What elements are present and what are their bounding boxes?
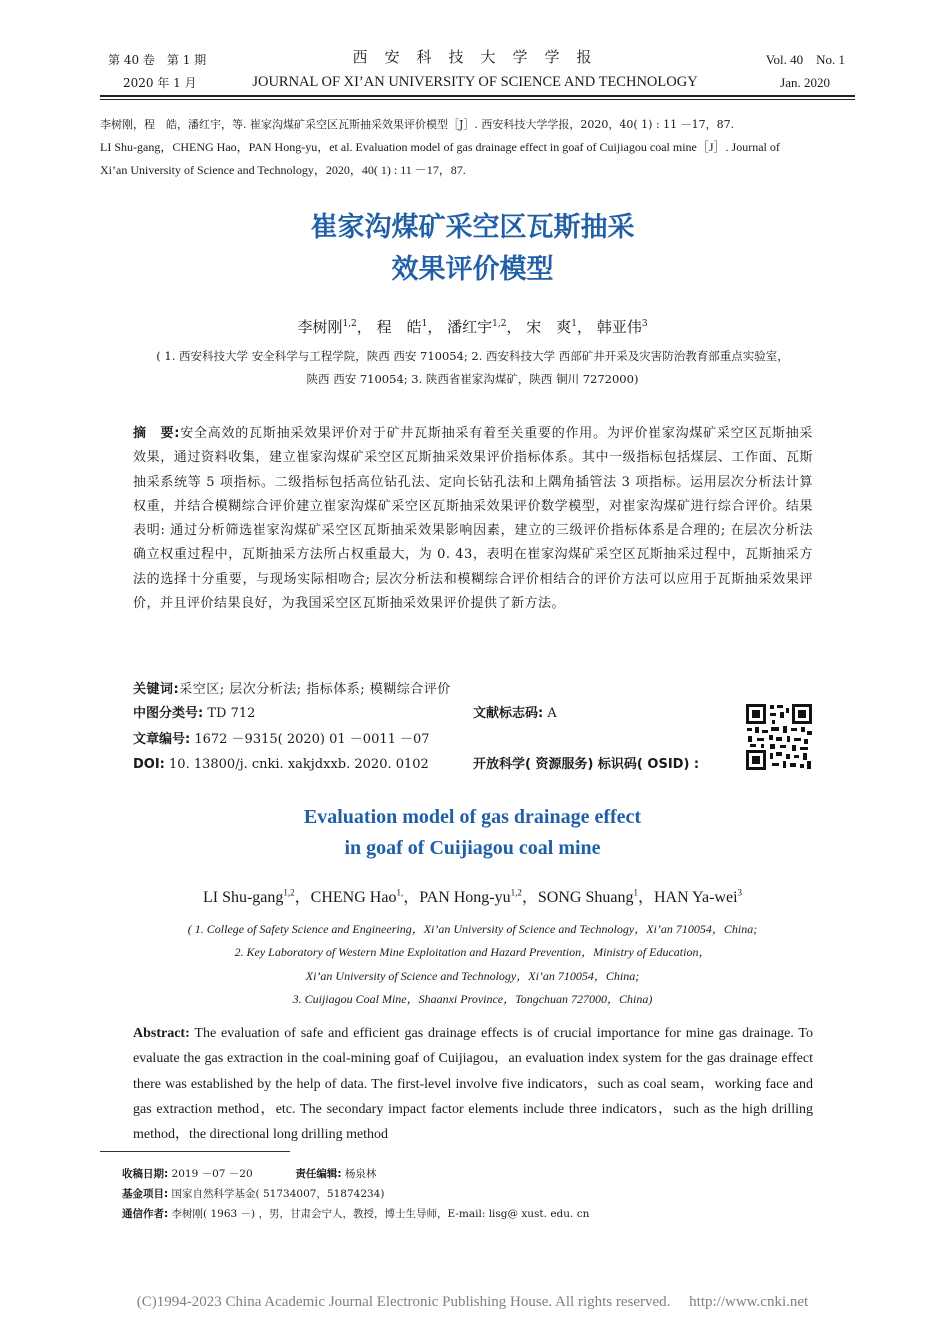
affiliation-cn-line2: 陕西 西安 710054; 3. 陕西省崔家沟煤矿，陕西 铜川 7272000) — [306, 372, 639, 386]
author-en-2: CHENG Hao$^{1,}$， — [310, 887, 420, 906]
author-cn-5: 韩亚伟$^3$ — [596, 318, 648, 336]
affiliation-en-line3: Xi’an University of Science and Technology，Xi’an 710054，China; — [305, 969, 640, 983]
abstract-en — [133, 1021, 813, 1147]
citation-cn: 李树刚，程 皓，潘红宇，等. 崔家沟煤矿采空区瓦斯抽采效果评价模型［J］. 西安科技大学学报，2020，40( 1) : 11 －17，87. — [100, 118, 735, 131]
affiliation-cn-line1: ( 1. 西安科技大学 安全科学与工程学院，陕西 西安 710054; 2. 西安科技大学 西部矿井开采及灾害防治教育部重点实验室， — [156, 349, 789, 363]
footnote-editor-label: 责任编辑: — [295, 1168, 342, 1180]
footnote-corresponding-author: 通信作者: 李树刚( 1963 －) ，男，甘肃会宁人，教授，博士生导师，E-mail: lisg@ xust. edu. cn — [122, 1208, 590, 1220]
title-cn-line2: 效果评价模型 — [391, 254, 554, 285]
abstract-cn-text: 安全高效的瓦斯抽采效果评价对于矿井瓦斯抽采有着至关重要的作用。为评价崔家沟煤矿采空区瓦斯抽采效果，通过资料收集，建立崔家沟煤矿采空区瓦斯抽采效果评价指标体系。其中一级指标包括煤层、工作面、瓦斯抽采系统等 5 项指标。二级指标包括高位钻孔法、定向长钻孔法和上隅角插管法 3 项指标。运用层次分析法计算权重，并结合模糊综合评价建立崔家沟煤矿采空区瓦斯抽采效果评价数学模型，对崔家沟煤矿进行综合评价。结果表明: 通过分析筛选崔家沟煤矿采空区瓦斯抽采效果影响因素，建立的三级评价指标体系是合理的; 在层次分析法确立权重过程中，瓦斯抽采方法所占权重最大，为 0. 43，表明在崔家沟煤矿采空区瓦斯抽采过程中，瓦斯抽采方法的选择十分重要，与现场实际相吻合; 层次分析法和模糊综合评价相结合的评价方法可以应用于瓦斯抽采效果评价，并且评价结果良好，为我国采空区瓦斯抽采效果评价提供了新方法。 — [133, 426, 813, 612]
abstract-cn-label: 摘 要: — [133, 426, 180, 441]
author-en-3: PAN Hong-yu$^{1,2}$， — [419, 887, 538, 906]
title-en-line2: in goaf of Cuijiagou coal mine — [344, 837, 601, 859]
footnote-rule — [100, 1151, 290, 1152]
authors-cn — [0, 316, 945, 337]
journal-name-en: JOURNAL OF XI’AN UNIVERSITY OF SCIENCE AND TECHNOLOGY — [252, 74, 698, 90]
title-cn-line1: 崔家沟煤矿采空区瓦斯抽采 — [310, 212, 635, 243]
volume-cn: 第 40 卷 第 1 期 — [108, 53, 207, 67]
author-cn-2: 程 皓$^1$， — [376, 318, 443, 336]
journal-name-cn: 西 安 科 技 大 学 学 报 — [352, 48, 593, 66]
osid-label: 开放科学( 资源服务) 标识码( OSID) : — [473, 757, 700, 772]
keywords-cn — [133, 678, 813, 702]
affiliation-en-line4: 3. Cuijiagou Coal Mine，Shaanxi Province，Tongchuan 727000，China) — [292, 992, 653, 1006]
header-rule-thick — [100, 95, 855, 97]
copyright-notice: (C)1994-2023 China Academic Journal Electronic Publishing House. All rights reserved. http://www.cnki.net — [136, 1294, 809, 1310]
authors-en — [0, 884, 945, 907]
abstract-en-label: Abstract: — [133, 1026, 190, 1041]
date-cn: 2020 年 1 月 — [123, 76, 197, 90]
author-cn-1: 李树刚$^{1,2}$， — [297, 318, 372, 336]
doi: DOI: 10. 13800/j. cnki. xakjdxxb. 2020. 0102 — [133, 757, 429, 772]
author-en-4: SONG Shuang$^1$， — [537, 887, 654, 906]
citation-en-line1: LI Shu-gang，CHENG Hao，PAN Hong-yu，et al. Evaluation model of gas drainage effect in goaf of Cuijiagou coal mine［J］. Journal of — [100, 140, 780, 154]
author-en-1: LI Shu-gang$^{1,2}$， — [202, 887, 311, 906]
author-cn-3: 潘红宇$^{1,2}$， — [447, 318, 522, 336]
footnote-received: 收稿日期: 2019 －07 －20 责任编辑: 杨泉林 — [122, 1168, 377, 1180]
author-cn-4: 宋 爽$^1$， — [526, 318, 593, 336]
author-en-5: HAN Ya-wei$^3$ — [653, 887, 743, 906]
title-en-line1: Evaluation model of gas drainage effect — [303, 806, 642, 828]
citation-en-line2: Xi’an University of Science and Technology，2020，40( 1) : 11 －17，87. — [100, 163, 466, 177]
affiliation-en-line2: 2. Key Laboratory of Western Mine Exploitation and Hazard Prevention，Ministry of Education， — [234, 945, 711, 959]
keywords-cn-label: 关键词: — [133, 682, 180, 697]
footnote-fund: 基金项目: 国家自然科学基金( 51734007，51874234) — [122, 1188, 385, 1200]
affiliation-en-line1: ( 1. College of Safety Science and Engineering，Xi’an University of Science and Technology，Xi’an 710054，China; — [187, 922, 758, 936]
abstract-cn — [133, 422, 813, 616]
header-rule-thin — [100, 99, 855, 100]
clc-number: 中图分类号: TD 712 — [133, 706, 256, 721]
article-number: 文章编号: 1672 －9315( 2020) 01 －0011 －07 — [133, 732, 430, 747]
date-en: Jan. 2020 — [780, 75, 830, 90]
document-code: 文献标志码: A — [473, 706, 557, 721]
keywords-cn-text: 采空区; 层次分析法; 指标体系; 模糊综合评价 — [179, 682, 451, 697]
qr-code-icon[interactable] — [745, 703, 813, 771]
abstract-en-text: The evaluation of safe and efficient gas drainage effects is of crucial importance for mine gas drainage. To evaluate the gas extraction in the coal-mining goaf of Cuijiagou，an evaluation index system for the gas drainage effect there was established by the help of data. The first-level involve five indicators，such as coal seam，working face and gas extraction method，etc. The secondary impact factor elements include three indicators，such as the high drilling method，the directional long drilling method — [133, 1026, 814, 1143]
volume-en: Vol. 40 No. 1 — [765, 52, 845, 67]
footnote-editor: 杨泉林 — [344, 1168, 377, 1180]
